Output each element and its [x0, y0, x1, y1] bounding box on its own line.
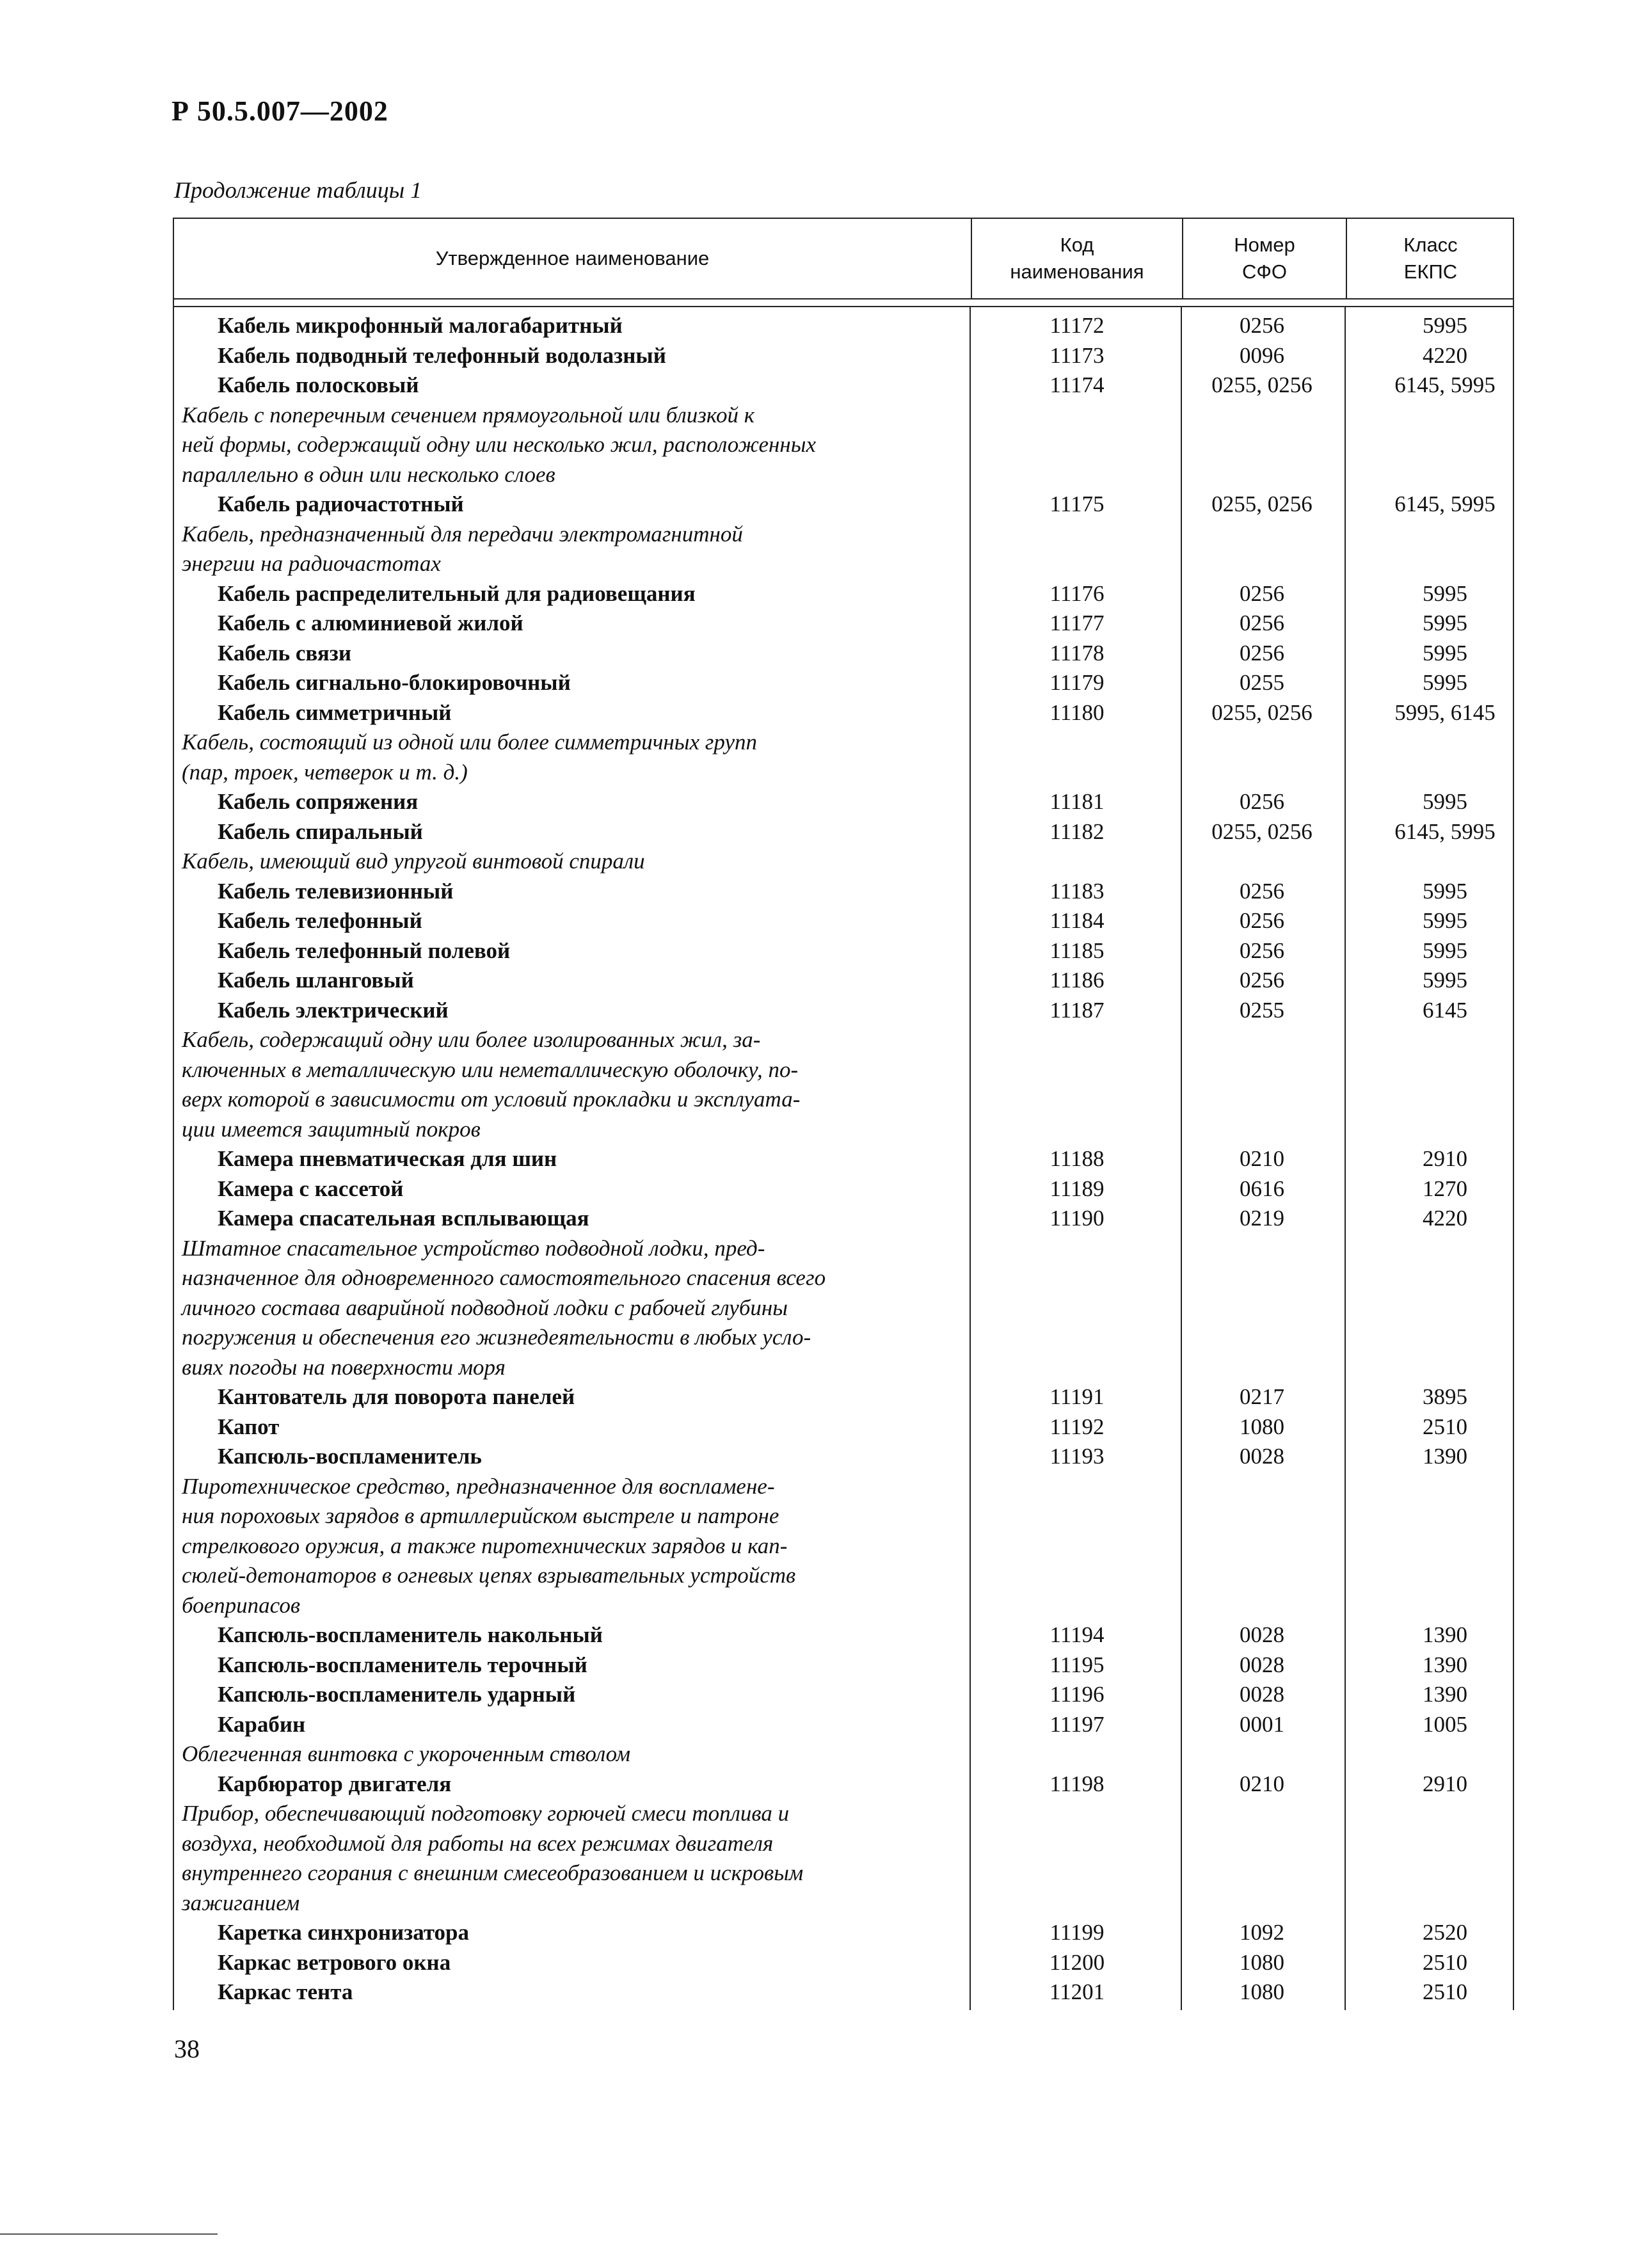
item-name: Каркас ветрового окна [218, 1949, 451, 1975]
document-code: Р 50.5.007—2002 [172, 95, 388, 127]
item-ekps: 4220 [1423, 1206, 1467, 1231]
table-row [173, 1204, 1514, 1234]
item-ekps: 5995 [1423, 908, 1467, 933]
item-sfo: 1080 [1240, 1979, 1284, 2004]
item-name: Кабель телевизионный [218, 878, 454, 904]
item-sfo: 0256 [1240, 968, 1284, 993]
item-code: 11186 [1049, 968, 1105, 993]
item-description: ния пороховых зарядов в артиллерийском выстреле и патроне [182, 1503, 779, 1528]
corner-mark [0, 2233, 218, 2235]
header-double-rule [173, 298, 1514, 307]
item-code: 11193 [1049, 1444, 1105, 1469]
table-row [173, 906, 1514, 936]
table-continuation-label: Продолжение таблицы 1 [174, 177, 422, 203]
description-row [173, 758, 1514, 788]
item-ekps: 5995 [1423, 313, 1467, 338]
item-sfo: 0255 [1240, 670, 1284, 695]
item-code: 11191 [1049, 1384, 1105, 1409]
item-code: 11184 [1049, 908, 1105, 933]
item-ekps: 1390 [1423, 1622, 1467, 1647]
item-ekps: 1390 [1423, 1444, 1467, 1469]
description-row [173, 430, 1514, 460]
item-description: стрелкового оружия, а также пиротехнических зарядов и кап- [182, 1533, 788, 1558]
item-description: Кабель, предназначенный для передачи электромагнитной [182, 521, 743, 547]
table-row [173, 1710, 1514, 1740]
description-row [173, 460, 1514, 490]
item-sfo: 0616 [1240, 1176, 1284, 1201]
column-header-code: Код наименования [1010, 234, 1144, 283]
item-ekps: 2520 [1423, 1920, 1467, 1945]
item-name: Карбюратор двигателя [218, 1771, 452, 1796]
item-code: 11197 [1049, 1711, 1105, 1737]
item-description: Прибор, обеспечивающий подготовку горючей смеси топлива и [182, 1801, 790, 1826]
item-code: 11199 [1049, 1920, 1105, 1945]
item-code: 11195 [1049, 1652, 1105, 1677]
item-ekps: 6145, 5995 [1394, 491, 1496, 516]
table-row [173, 1144, 1514, 1174]
item-name: Камера спасательная всплывающая [218, 1206, 589, 1231]
table-row [173, 1412, 1514, 1442]
header-divider [971, 219, 972, 298]
table-row [173, 490, 1514, 520]
item-ekps: 6145, 5995 [1394, 372, 1496, 397]
item-ekps: 2510 [1423, 1949, 1467, 1975]
item-sfo: 0028 [1240, 1622, 1284, 1647]
item-description: сюлей-детонаторов в огневых цепях взрывательных устройств [182, 1563, 796, 1588]
item-code: 11174 [1049, 372, 1105, 397]
description-row [173, 1263, 1514, 1293]
item-name: Кабель телефонный полевой [218, 938, 511, 963]
item-name: Каркас тента [218, 1979, 353, 2004]
item-code: 11181 [1049, 789, 1105, 814]
item-code: 11187 [1049, 997, 1105, 1023]
item-ekps: 5995 [1423, 611, 1467, 635]
header-divider [1182, 219, 1183, 298]
item-ekps: 2910 [1423, 1771, 1467, 1796]
item-code: 11179 [1049, 670, 1105, 695]
column-header-name: Утвержденное наименование [435, 247, 710, 269]
item-ekps: 1390 [1423, 1652, 1467, 1677]
item-name: Капсюль-воспламенитель терочный [218, 1652, 587, 1677]
item-name: Кабель электрический [218, 997, 449, 1023]
item-code: 11190 [1049, 1206, 1105, 1231]
table-row [173, 698, 1514, 728]
item-description: Кабель, имеющий вид упругой винтовой спирали [182, 849, 645, 874]
item-code: 11198 [1049, 1771, 1105, 1796]
item-description: параллельно в один или несколько слоев [182, 461, 555, 487]
table-row [173, 609, 1514, 639]
item-ekps: 6145 [1423, 997, 1467, 1023]
item-ekps: 5995 [1423, 580, 1467, 606]
table-row [173, 1382, 1514, 1412]
item-code: 11175 [1049, 491, 1105, 516]
item-description: ключенных в металлическую или неметаллическую оболочку, по- [182, 1057, 799, 1082]
item-name: Капсюль-воспламенитель ударный [218, 1682, 576, 1707]
item-code: 11201 [1049, 1979, 1105, 2004]
table-row [173, 1680, 1514, 1710]
item-description: Кабель, состоящий из одной или более симметричных групп [182, 730, 757, 755]
item-sfo: 0219 [1240, 1206, 1284, 1231]
item-sfo: 0256 [1240, 878, 1284, 904]
table-row [173, 668, 1514, 698]
item-ekps: 3895 [1423, 1384, 1467, 1409]
item-description: энергии на радиочастотах [182, 551, 441, 576]
table-row [173, 341, 1514, 371]
table-row [173, 1948, 1514, 1978]
description-row [173, 1323, 1514, 1353]
item-ekps: 5995 [1423, 789, 1467, 814]
item-sfo: 0028 [1240, 1682, 1284, 1707]
description-row [173, 1472, 1514, 1502]
table-row [173, 1977, 1514, 2008]
description-row [173, 1234, 1514, 1264]
item-ekps: 2510 [1423, 1979, 1467, 2004]
item-code: 11200 [1049, 1949, 1105, 1975]
description-row [173, 401, 1514, 431]
item-sfo: 0001 [1240, 1711, 1284, 1737]
item-code: 11192 [1049, 1414, 1105, 1439]
table-row [173, 787, 1514, 817]
item-code: 11189 [1049, 1176, 1105, 1201]
item-sfo: 0256 [1240, 938, 1284, 963]
main-table [173, 218, 1514, 2010]
item-sfo: 0210 [1240, 1771, 1284, 1796]
table-row [173, 639, 1514, 669]
item-description: Облегченная винтовка с укороченным стволом [182, 1741, 631, 1766]
item-name: Кабель связи [218, 640, 352, 666]
item-name: Кабель сопряжения [218, 789, 419, 814]
item-name: Капсюль-воспламенитель [218, 1444, 482, 1469]
description-row [173, 728, 1514, 758]
table-row [173, 371, 1514, 401]
column-header-sfo: Номер СФО [1234, 234, 1295, 283]
item-description: погружения и обеспечения его жизнедеятельности в любых усло- [182, 1325, 811, 1350]
description-row [173, 1085, 1514, 1115]
description-row [173, 1739, 1514, 1769]
item-ekps: 2910 [1423, 1146, 1467, 1171]
item-description: Кабель с поперечным сечением прямоугольной или близкой к [182, 402, 755, 427]
description-row [173, 1799, 1514, 1829]
table-header [173, 218, 1514, 298]
description-row [173, 1115, 1514, 1145]
item-code: 11188 [1049, 1146, 1105, 1171]
item-name: Кабель радиочастотный [218, 491, 464, 516]
table-row [173, 1620, 1514, 1650]
item-code: 11196 [1049, 1682, 1105, 1707]
item-code: 11177 [1049, 611, 1105, 635]
item-ekps: 1005 [1423, 1711, 1467, 1737]
table-row [173, 1769, 1514, 1800]
item-name: Кабель подводный телефонный водолазный [218, 342, 666, 368]
item-ekps: 5995 [1423, 670, 1467, 695]
description-row [173, 1025, 1514, 1055]
item-ekps: 5995 [1423, 640, 1467, 666]
item-description: верх которой в зависимости от условий прокладки и эксплуата- [182, 1087, 801, 1112]
item-name: Карабин [218, 1711, 306, 1737]
item-code: 11176 [1049, 580, 1105, 606]
table-row [173, 817, 1514, 847]
item-sfo: 0256 [1240, 640, 1284, 666]
description-row [173, 1561, 1514, 1591]
item-description: Пиротехническое средство, предназначенное для воспламене- [182, 1473, 775, 1499]
item-sfo: 1080 [1240, 1414, 1284, 1439]
table-row [173, 1918, 1514, 1948]
item-sfo: 0028 [1240, 1444, 1284, 1469]
item-name: Кабель с алюминиевой жилой [218, 611, 523, 635]
description-row [173, 1591, 1514, 1621]
item-code: 11173 [1049, 342, 1105, 368]
item-code: 11183 [1049, 878, 1105, 904]
item-description: ней формы, содержащий одну или несколько жил, расположенных [182, 432, 817, 457]
item-sfo: 0096 [1240, 342, 1284, 368]
item-sfo: 0210 [1240, 1146, 1284, 1171]
item-description: боеприпасов [182, 1592, 301, 1618]
item-description: воздуха, необходимой для работы на всех режимах двигателя [182, 1830, 774, 1856]
table-row [173, 996, 1514, 1026]
item-code: 11180 [1049, 699, 1105, 725]
item-name: Кабель микрофонный малогабаритный [218, 313, 623, 338]
item-name: Кабель сигнально-блокировочный [218, 670, 571, 695]
table-row [173, 1442, 1514, 1472]
column-header-ekps: Класс ЕКПС [1403, 234, 1458, 283]
item-name: Кабель полосковый [218, 372, 419, 397]
table-row [173, 579, 1514, 609]
item-description: виях погоды на поверхности моря [182, 1354, 506, 1380]
item-ekps: 1270 [1423, 1176, 1467, 1201]
item-code: 11178 [1049, 640, 1105, 666]
item-ekps: 2510 [1423, 1414, 1467, 1439]
item-sfo: 0255 [1240, 997, 1284, 1023]
description-row [173, 1829, 1514, 1859]
item-name: Капот [218, 1414, 280, 1439]
item-ekps: 5995 [1423, 878, 1467, 904]
item-sfo: 0256 [1240, 611, 1284, 635]
description-row [173, 1353, 1514, 1383]
item-name: Капсюль-воспламенитель накольный [218, 1622, 603, 1647]
item-code: 11182 [1049, 819, 1105, 844]
item-ekps: 4220 [1423, 342, 1467, 368]
table-body [173, 307, 1514, 2010]
page-number: 38 [174, 2034, 200, 2063]
description-row [173, 1501, 1514, 1531]
item-sfo: 0255, 0256 [1211, 819, 1313, 844]
item-sfo: 0255, 0256 [1211, 699, 1313, 725]
item-sfo: 0256 [1240, 580, 1284, 606]
item-description: зажиганием [182, 1890, 300, 1915]
item-name: Кабель распределительный для радиовещания [218, 580, 696, 606]
table-row [173, 877, 1514, 907]
description-row [173, 1889, 1514, 1919]
item-ekps: 5995 [1423, 968, 1467, 993]
item-sfo: 0256 [1240, 789, 1284, 814]
item-description: Штатное спасательное устройство подводной лодки, пред- [182, 1235, 765, 1261]
item-code: 11172 [1049, 313, 1105, 338]
item-code: 11194 [1049, 1622, 1105, 1647]
description-row [173, 847, 1514, 877]
item-sfo: 1092 [1240, 1920, 1284, 1945]
item-name: Кабель телефонный [218, 908, 422, 933]
item-sfo: 0217 [1240, 1384, 1284, 1409]
item-ekps: 5995, 6145 [1394, 699, 1496, 725]
item-sfo: 0256 [1240, 313, 1284, 338]
header-divider [1346, 219, 1347, 298]
table-row [173, 1650, 1514, 1681]
item-ekps: 1390 [1423, 1682, 1467, 1707]
item-name: Камера пневматическая для шин [218, 1146, 557, 1171]
item-name: Камера с кассетой [218, 1176, 404, 1201]
description-row [173, 1858, 1514, 1889]
item-name: Кабель спиральный [218, 819, 423, 844]
item-description: личного состава аварийной подводной лодки с рабочей глубины [182, 1295, 788, 1320]
item-description: Кабель, содержащий одну или более изолированных жил, за- [182, 1027, 761, 1052]
item-sfo: 0255, 0256 [1211, 372, 1313, 397]
table-row [173, 1174, 1514, 1204]
item-sfo: 0255, 0256 [1211, 491, 1313, 516]
item-description: внутреннего сгорания с внешним смесеобразованием и искровым [182, 1860, 804, 1885]
item-name: Кабель шланговый [218, 968, 414, 993]
item-sfo: 0028 [1240, 1652, 1284, 1677]
item-sfo: 1080 [1240, 1949, 1284, 1975]
item-name: Каретка синхронизатора [218, 1920, 470, 1945]
item-ekps: 5995 [1423, 938, 1467, 963]
item-name: Кантователь для поворота панелей [218, 1384, 575, 1409]
item-name: Кабель симметричный [218, 699, 452, 725]
description-row [173, 1293, 1514, 1323]
item-sfo: 0256 [1240, 908, 1284, 933]
item-code: 11185 [1049, 938, 1105, 963]
item-description: (пар, троек, четверок и т. д.) [182, 759, 468, 785]
table-row [173, 936, 1514, 966]
table-row [173, 966, 1514, 996]
item-description: назначенное для одновременного самостоятельного спасения всего [182, 1265, 826, 1290]
table-row [173, 311, 1514, 341]
description-row [173, 1531, 1514, 1561]
description-row [173, 1055, 1514, 1085]
item-description: ции имеется защитный покров [182, 1116, 481, 1142]
description-row [173, 520, 1514, 550]
item-ekps: 6145, 5995 [1394, 819, 1496, 844]
description-row [173, 549, 1514, 579]
